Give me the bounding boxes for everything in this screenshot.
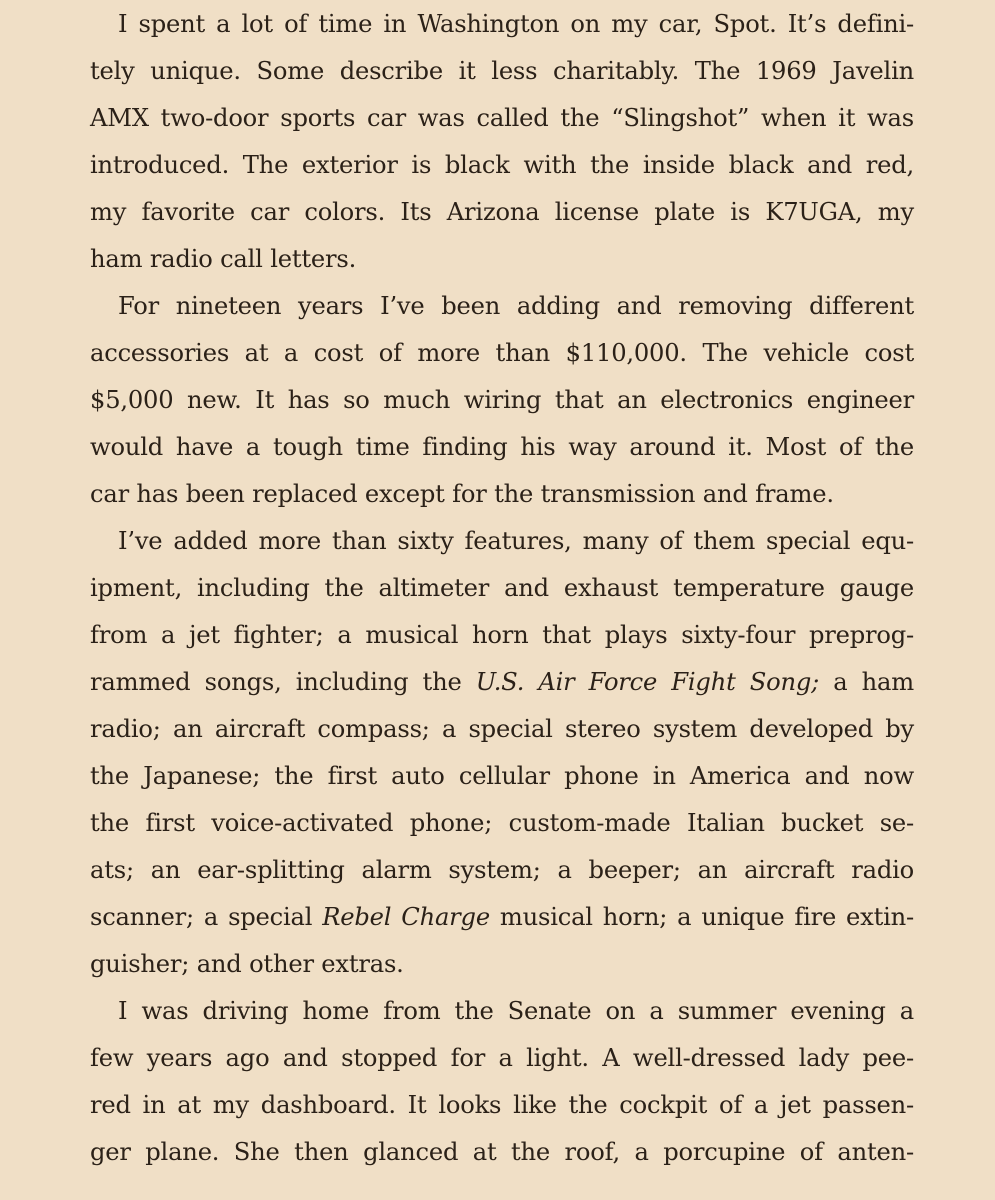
body-text (90, 1, 914, 1176)
paragraph (90, 988, 914, 1176)
text-line (90, 424, 914, 471)
text-segment: ham radio call letters. (90, 245, 357, 273)
text-line (90, 941, 914, 988)
text-segment: radio; an aircraft compass; a special stereo system developed by (90, 715, 914, 743)
paragraph (90, 518, 914, 988)
paragraph (90, 283, 914, 518)
text-line (90, 142, 914, 189)
text-line (90, 95, 914, 142)
text-line (90, 48, 914, 95)
text-segment: For nineteen years I’ve been adding and removing different (118, 292, 914, 320)
paragraph (90, 1, 914, 283)
text-segment: ipment, including the altimeter and exhaust temperature gauge (90, 574, 914, 602)
text-segment: few years ago and stopped for a light. A well-dressed lady pee- (90, 1044, 914, 1072)
text-line (90, 518, 914, 565)
text-line (90, 236, 914, 283)
text-segment: introduced. The exterior is black with the inside black and red, (90, 151, 914, 179)
text-segment: musical horn; a unique fire extin- (489, 903, 914, 931)
text-line (90, 283, 914, 330)
text-segment: a ham (819, 668, 914, 696)
text-line (90, 471, 914, 518)
text-line (90, 612, 914, 659)
text-line (90, 894, 914, 941)
text-line (90, 565, 914, 612)
text-segment: my favorite car colors. Its Arizona license plate is K7UGA, my (90, 198, 914, 226)
text-segment: guisher; and other extras. (90, 950, 404, 978)
text-line (90, 1035, 914, 1082)
text-line (90, 330, 914, 377)
text-line (90, 753, 914, 800)
text-segment: the first voice-activated phone; custom-made Italian bucket se- (90, 809, 914, 837)
italic-title: Rebel Charge (322, 903, 490, 931)
text-line (90, 1, 914, 48)
text-line (90, 659, 914, 706)
text-line (90, 706, 914, 753)
text-segment: would have a tough time finding his way around it. Most of the (90, 433, 914, 461)
text-segment: the Japanese; the first auto cellular phone in America and now (90, 762, 914, 790)
text-segment: I was driving home from the Senate on a summer evening a (118, 997, 914, 1025)
text-segment: AMX two-door sports car was called the “Slingshot” when it was (90, 104, 914, 132)
text-segment: I spent a lot of time in Washington on my car, Spot. It’s defini- (118, 10, 914, 38)
text-line (90, 800, 914, 847)
text-line (90, 1082, 914, 1129)
text-line (90, 847, 914, 894)
text-segment: car has been replaced except for the transmission and frame. (90, 480, 834, 508)
text-segment: ger plane. She then glanced at the roof, a porcupine of anten- (90, 1138, 914, 1166)
text-line (90, 189, 914, 236)
text-segment: $5,000 new. It has so much wiring that an electronics engineer (90, 386, 914, 414)
text-segment: red in at my dashboard. It looks like the cockpit of a jet passen- (90, 1091, 914, 1119)
text-segment: from a jet fighter; a musical horn that plays sixty-four preprog- (90, 621, 914, 649)
text-line (90, 1129, 914, 1176)
text-segment: rammed songs, including the (90, 668, 476, 696)
text-line (90, 377, 914, 424)
text-segment: scanner; a special (90, 903, 323, 931)
italic-title: U.S. Air Force Fight Song; (475, 668, 820, 696)
text-segment: tely unique. Some describe it less charitably. The 1969 Javelin (90, 57, 914, 85)
text-line (90, 988, 914, 1035)
text-segment: accessories at a cost of more than $110,000. The vehicle cost (90, 339, 914, 367)
text-segment: ats; an ear-splitting alarm system; a beeper; an aircraft radio (90, 856, 914, 884)
text-segment: I’ve added more than sixty features, many of them special equ- (118, 527, 914, 555)
